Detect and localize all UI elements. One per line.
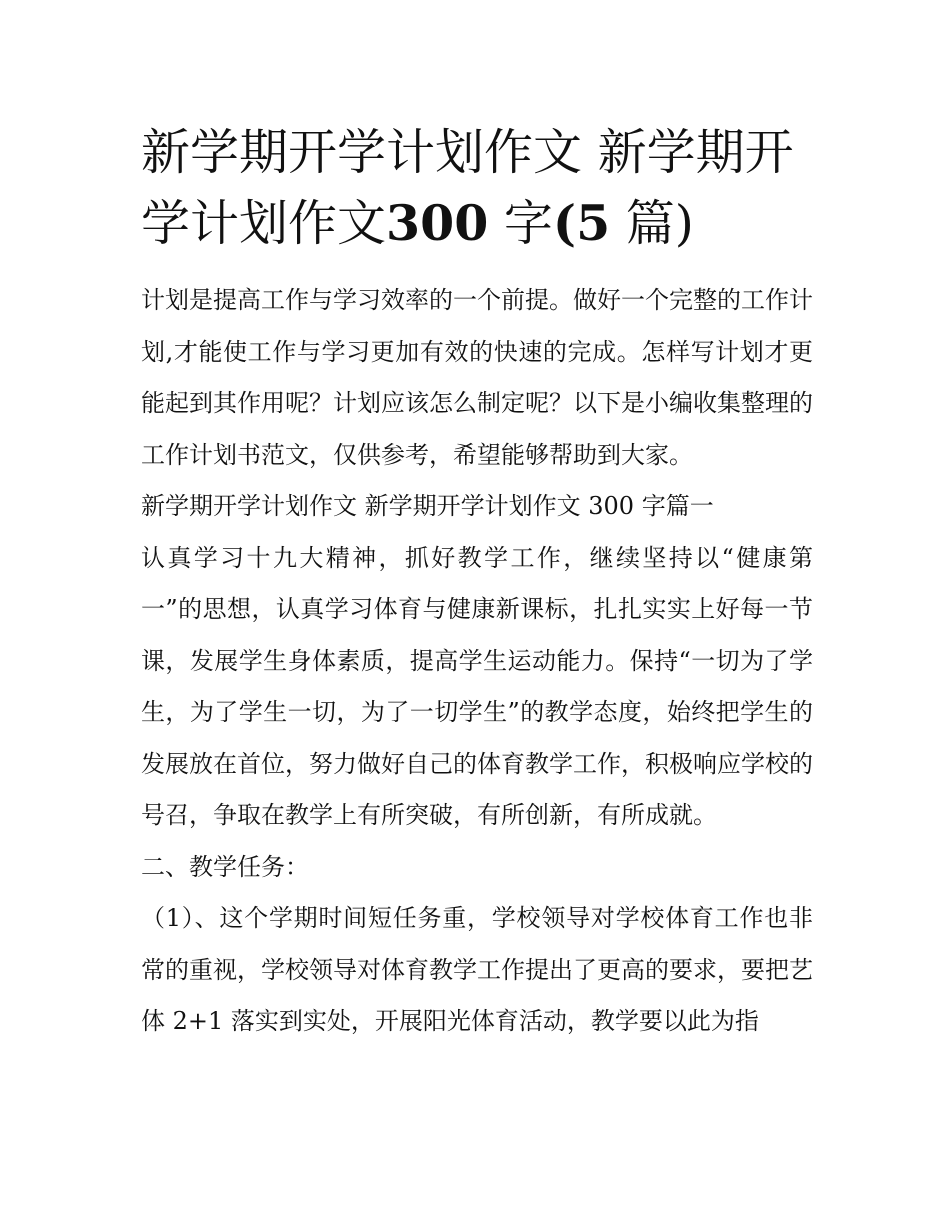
section-heading: 新学期开学计划作文 新学期开学计划作文 300 字篇一: [141, 492, 714, 520]
document-title: [141, 118, 813, 259]
body-paragraph-task: （1）、这个学期时间短任务重，学校领导对学校体育工作也非常的重视，学校领导对体育教学工作提出了更高的要求，要把艺体 2+1 落实到实处，开展阳光体育活动，教学要以此为指: [141, 904, 813, 1035]
body-paragraph: 认真学习十九大精神，抓好教学工作，继续坚持以“健康第一”的思想，认真学习体育与健康新课标，扎扎实实上好每一节课，发展学生身体素质，提高学生运动能力。保持“一切为了学生，为了学生一切，为了一切学生”的教学态度，始终把学生的发展放在首位，努力做好自己的体育教学工作，积极响应学校的号召，争取在教学上有所突破，有所创新，有所成就。: [141, 543, 813, 829]
title-number: 300: [386, 194, 489, 252]
title-suffix: 篇): [610, 195, 694, 252]
document-body: [141, 118, 813, 1048]
title-count: (5: [552, 194, 611, 252]
title-text: 新学期开学计划作文 新学期开学计划作文: [141, 124, 794, 252]
subsection-heading: 二、教学任务：: [141, 852, 309, 881]
title-char: 字: [488, 195, 553, 252]
intro-paragraph: 计划是提高工作与学习效率的一个前提。做好一个完整的工作计划,才能使工作与学习更加有效的快速的完成。怎样写计划才更能起到其作用呢？计划应该怎么制定呢？以下是小编收集整理的工作计划书范文，仅供参考，希望能够帮助到大家。: [141, 286, 813, 469]
